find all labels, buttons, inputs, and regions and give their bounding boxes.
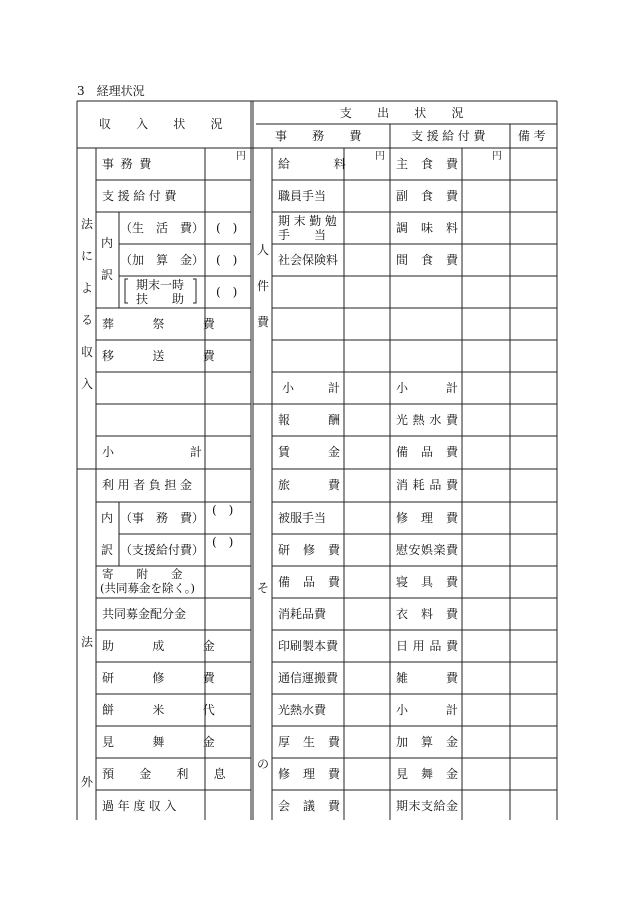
income-seikatsuhi: （生 活 費）	[120, 221, 205, 235]
yen-unit-income: 円	[236, 151, 246, 162]
income-jimuhi: 事務費	[102, 157, 158, 171]
income-riyousha: 利用者負担金	[102, 478, 196, 492]
shien-shuri: 修理費	[396, 511, 458, 525]
shien-nichiyo: 日用品費	[396, 639, 458, 653]
shien-kanshoku: 間食費	[396, 253, 458, 267]
exp-kyuryo: 給 料	[278, 157, 353, 171]
income-jimuhi-paren: （事 務 費）	[120, 511, 205, 525]
paren-jimuhi: ( )	[212, 503, 234, 517]
income-kimatsu-line1: 期末一時	[136, 278, 185, 292]
expense-jinkenhi-label: 人件費	[256, 243, 269, 329]
income-kyodo: 共同募金配分金	[102, 607, 187, 621]
income-kenshu: 研 修 費	[102, 671, 229, 685]
income-legal-group-label: 法による収入	[80, 217, 93, 391]
income-uchi-char: 内	[101, 511, 114, 525]
exp-kimatsu-line1: 期末勤勉	[278, 214, 341, 228]
yen-unit-jimu: 円	[375, 151, 385, 162]
shien-shushoku: 主食費	[396, 157, 458, 171]
exp-hifuku: 被服手当	[278, 511, 327, 525]
income-uchiwake-label: 内訳	[100, 236, 113, 282]
header-income: 収 入 状 況	[98, 117, 230, 131]
header-expense: 支 出 状 況	[339, 106, 471, 120]
income-wake-char: 訳	[101, 543, 114, 557]
exp-kimatsu-line2: 手 当	[278, 228, 327, 242]
shien-shokei: 小 計	[396, 381, 458, 395]
income-mimai: 見 舞 金	[102, 735, 229, 749]
exp-kenshu: 研修費	[278, 543, 340, 557]
exp-ryohi: 旅 費	[278, 478, 340, 492]
exp-shokei: 小 計	[282, 381, 340, 395]
shien-shokei2: 小 計	[396, 703, 458, 717]
income-isouhi: 移 送 費	[102, 349, 229, 363]
header-jimuhi: 事 務 費	[274, 129, 368, 143]
shien-kimatsu: 期末支給金	[396, 799, 458, 813]
yen-unit-shien: 円	[492, 151, 502, 162]
shien-fukushoku: 副食費	[396, 189, 458, 203]
income-kimatsu-line2: 扶 助	[136, 292, 185, 306]
shien-iryo: 衣料費	[396, 607, 458, 621]
shien-kasan: 加算金	[396, 735, 458, 749]
exp-chingin: 賃 金	[278, 445, 340, 459]
paren-shien: ( )	[212, 535, 234, 549]
income-josei: 助 成 金	[102, 639, 229, 653]
income-kako: 過年度収入	[102, 799, 181, 813]
paren-kasankin: ( )	[216, 253, 238, 267]
income-shien-kyufuhi: 支援給付費	[102, 189, 181, 203]
exp-shomohin: 消耗品費	[278, 607, 327, 621]
income-shien-paren: （支援給付費）	[120, 543, 205, 557]
exp-shakai: 社会保険料	[278, 253, 339, 267]
exp-shokuin: 職員手当	[278, 189, 327, 203]
exp-shuri: 修理費	[278, 767, 340, 781]
income-sosaihi: 葬 祭 費	[102, 317, 229, 331]
exp-insatsu: 印刷製本費	[278, 639, 339, 653]
income-kifukin-line1: 寄 附 金	[102, 567, 183, 581]
shien-konetsu: 光熱水費	[396, 413, 458, 427]
exp-konetsu: 光熱水費	[278, 703, 327, 717]
income-shokei: 小 計	[102, 445, 202, 459]
income-extra-group-label: 法外	[80, 635, 93, 789]
income-kasankin: （加 算 金）	[120, 253, 205, 267]
income-mochigome: 餅 米 代	[102, 703, 229, 717]
exp-bihin: 備品費	[278, 575, 340, 589]
shien-chomi: 調味料	[396, 221, 458, 235]
exp-tsushin: 通信運搬費	[278, 671, 339, 685]
header-biko: 備考	[517, 129, 550, 143]
section-title: 3 経理状況	[77, 84, 145, 98]
shien-bihin: 備品費	[396, 445, 458, 459]
shien-zappi: 雑 費	[396, 671, 458, 685]
shien-shomohin: 消耗品費	[396, 478, 458, 492]
income-yokin: 預 金 利 息	[102, 767, 233, 781]
income-kifukin-line2: (共同募金を除く。)	[100, 581, 195, 595]
exp-hoshu: 報 酬	[278, 413, 340, 427]
shien-mimai: 見舞金	[396, 767, 458, 781]
shien-ian: 慰安娯楽費	[396, 543, 458, 557]
paren-seikatsuhi: ( )	[216, 221, 238, 235]
header-shien: 支援給付費	[410, 129, 489, 143]
exp-kaigi: 会議費	[278, 799, 340, 813]
shien-shingu: 寝具費	[396, 575, 458, 589]
exp-kosei: 厚生費	[278, 735, 340, 749]
expense-sonota-label: その	[256, 581, 269, 771]
paren-kimatsu: ( )	[216, 285, 238, 299]
